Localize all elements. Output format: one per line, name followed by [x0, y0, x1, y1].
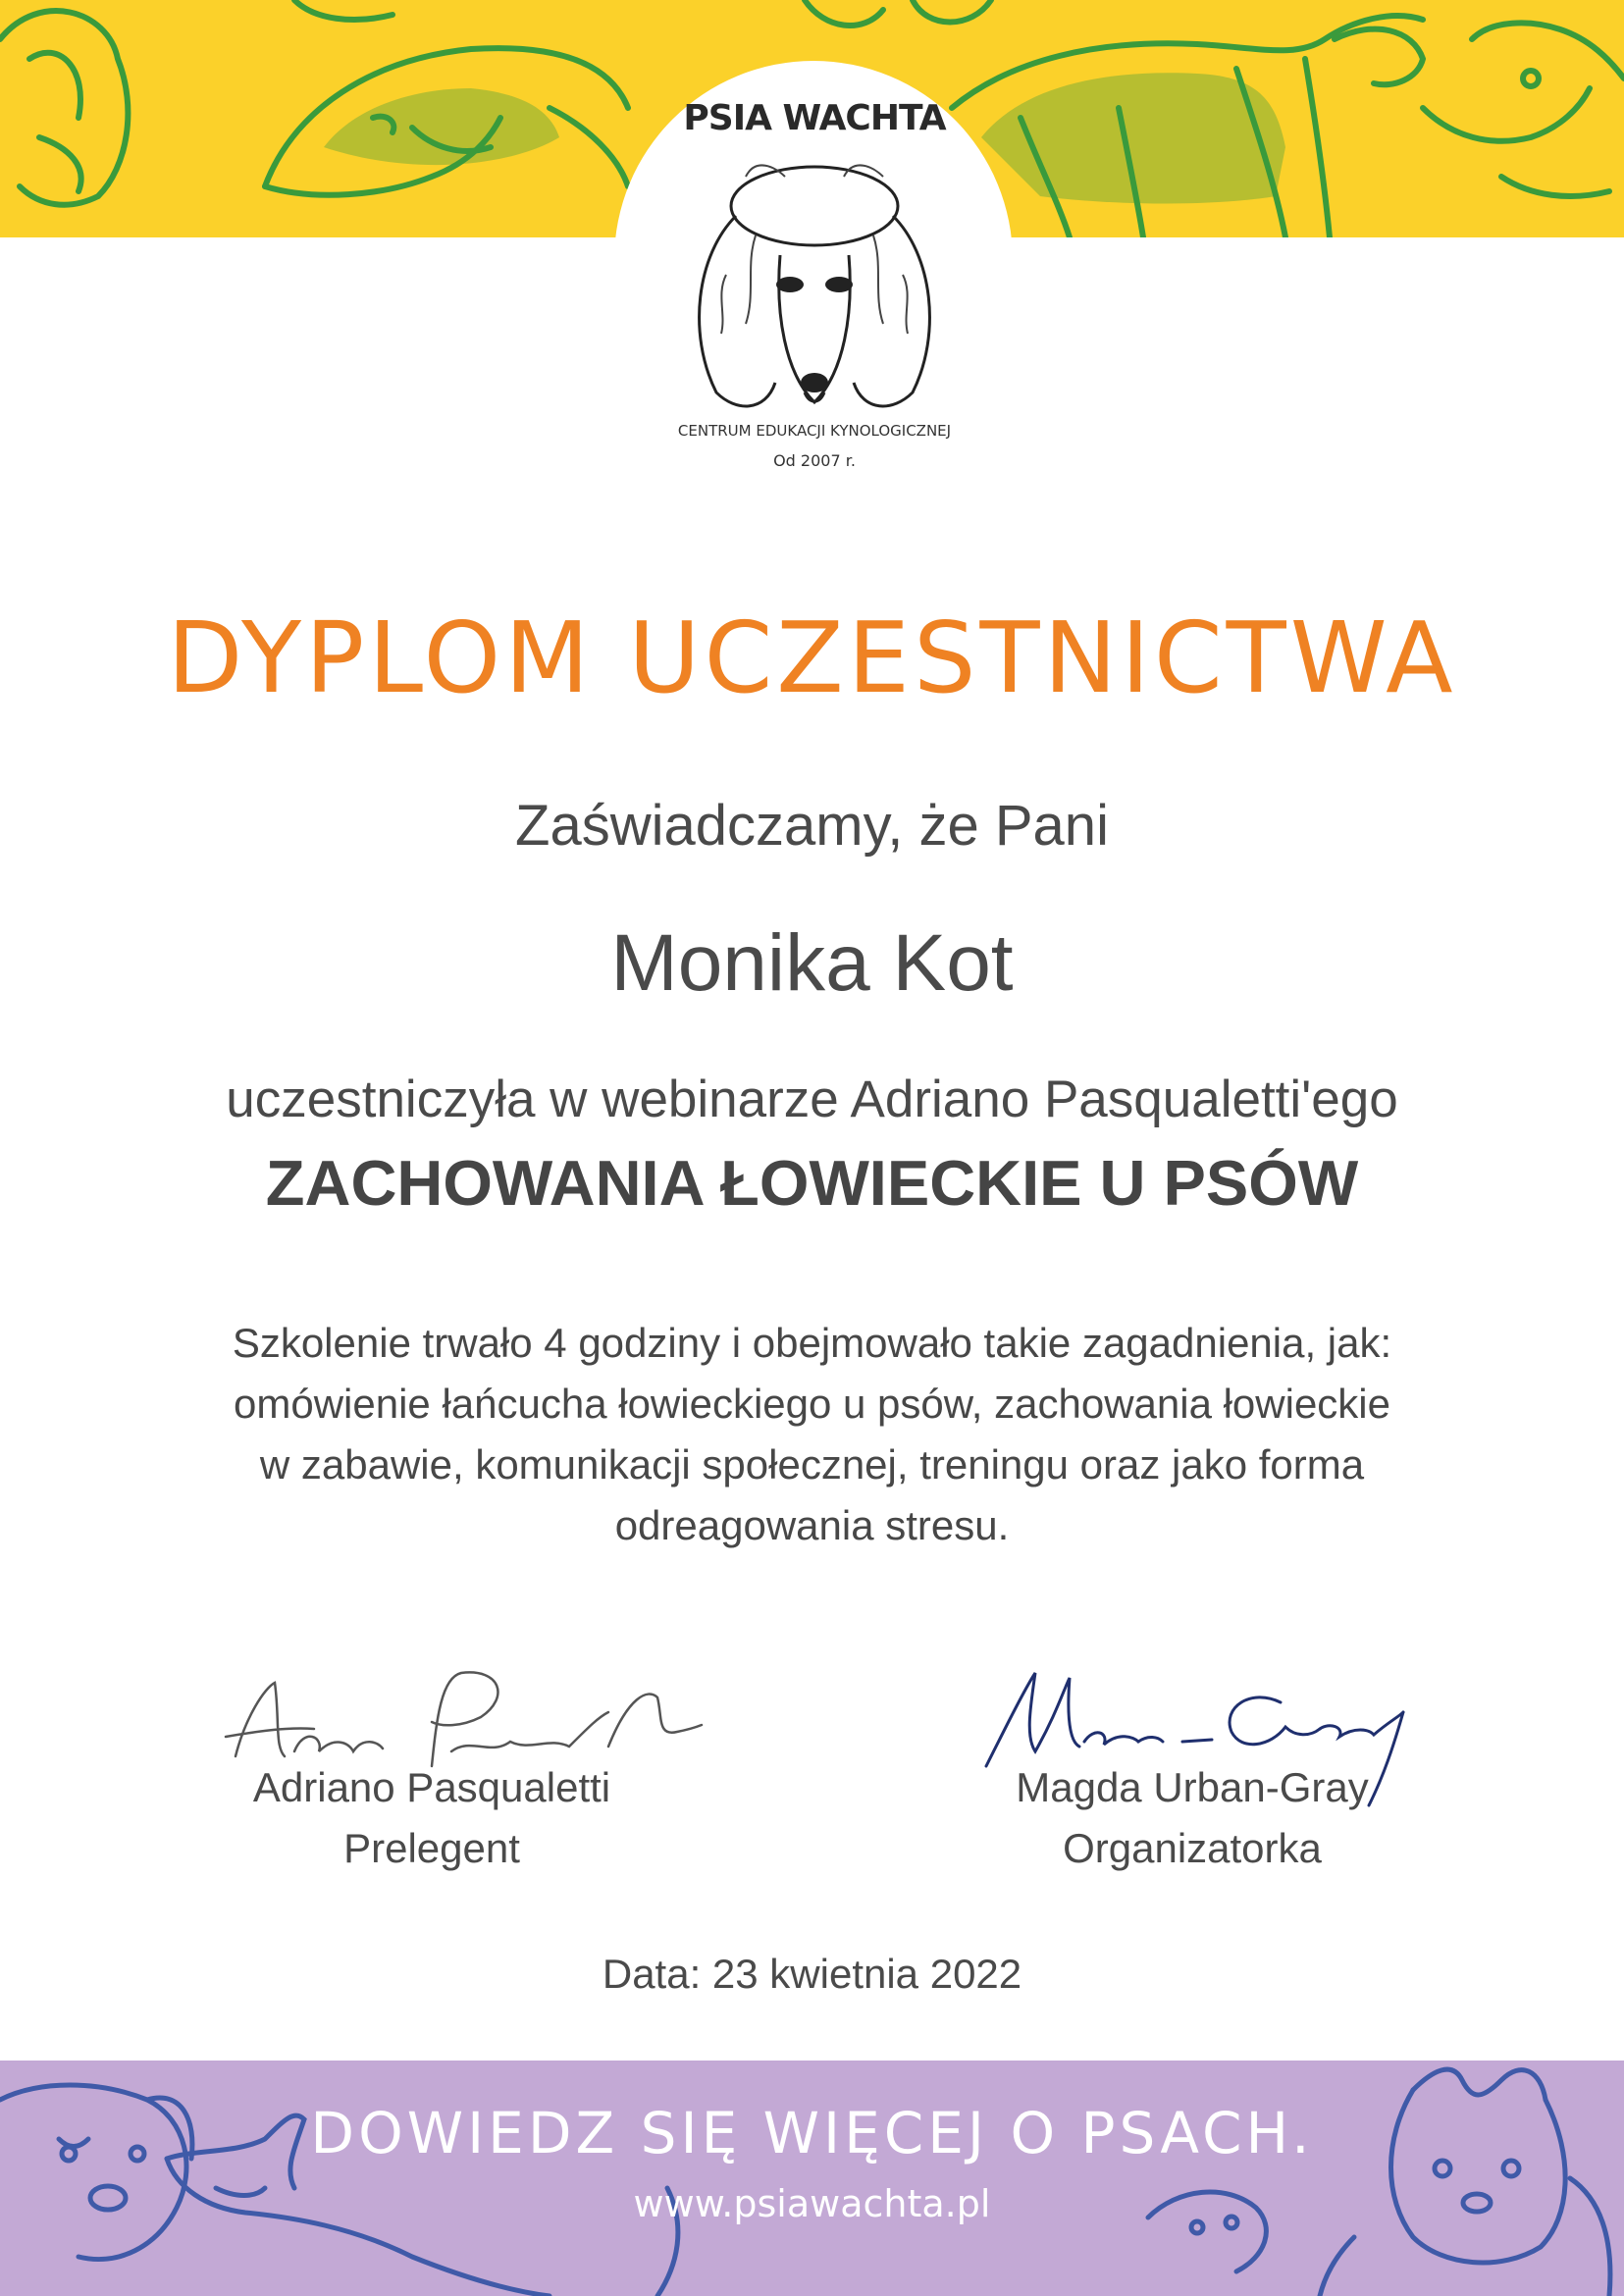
footer-band	[0, 2061, 1624, 2296]
organizer-name: Magda Urban-Gray	[1016, 1764, 1369, 1810]
speaker-name: Adriano Pasqualetti	[252, 1764, 611, 1810]
logo-title: PSIA WACHTA	[683, 98, 946, 138]
poodle-head-icon	[638, 98, 991, 510]
logo-since: Od 2007 r.	[773, 451, 856, 470]
certify-text: Zaświadczamy, że Pani	[515, 794, 1109, 858]
participation-text: uczestniczyła w webinarze Adriano Pasqualetti'ego	[226, 1070, 1398, 1128]
speaker-role: Prelegent	[343, 1825, 520, 1871]
description-line: w zabawie, komunikacji społecznej, treningu oraz jako forma	[259, 1441, 1365, 1487]
promo-text: DOWIEDZ SIĘ WIĘCEJ O PSACH.	[310, 2100, 1314, 2166]
participant-name: Monika Kot	[610, 918, 1014, 1008]
diploma-date: Data: 23 kwietnia 2022	[602, 1951, 1022, 1997]
spitz-dog-icon	[1413, 2069, 1545, 2100]
organizer-role: Organizatorka	[1063, 1825, 1322, 1871]
diploma-title: DYPLOM UCZESTNICTWA	[167, 600, 1457, 715]
logo-subtitle: CENTRUM EDUKACJI KYNOLOGICZNEJ	[677, 422, 952, 440]
dog-head-icon	[1472, 23, 1624, 78]
poodle-ear-icon	[0, 11, 128, 205]
description-line: omówienie łańcucha łowieckiego u psów, zachowania łowieckie	[234, 1381, 1390, 1427]
description-line: Szkolenie trwało 4 godziny i obejmowało takie zagadnienia, jak:	[232, 1320, 1392, 1366]
website-link[interactable]: www.psiawachta.pl	[633, 2182, 991, 2225]
dogs-illustration-bottom	[0, 2061, 1624, 2296]
psia-wachta-logo	[638, 98, 991, 510]
description-line: odreagowania stresu.	[614, 1502, 1010, 1548]
course-title: ZACHOWANIA ŁOWIECKIE U PSÓW	[265, 1147, 1359, 1219]
